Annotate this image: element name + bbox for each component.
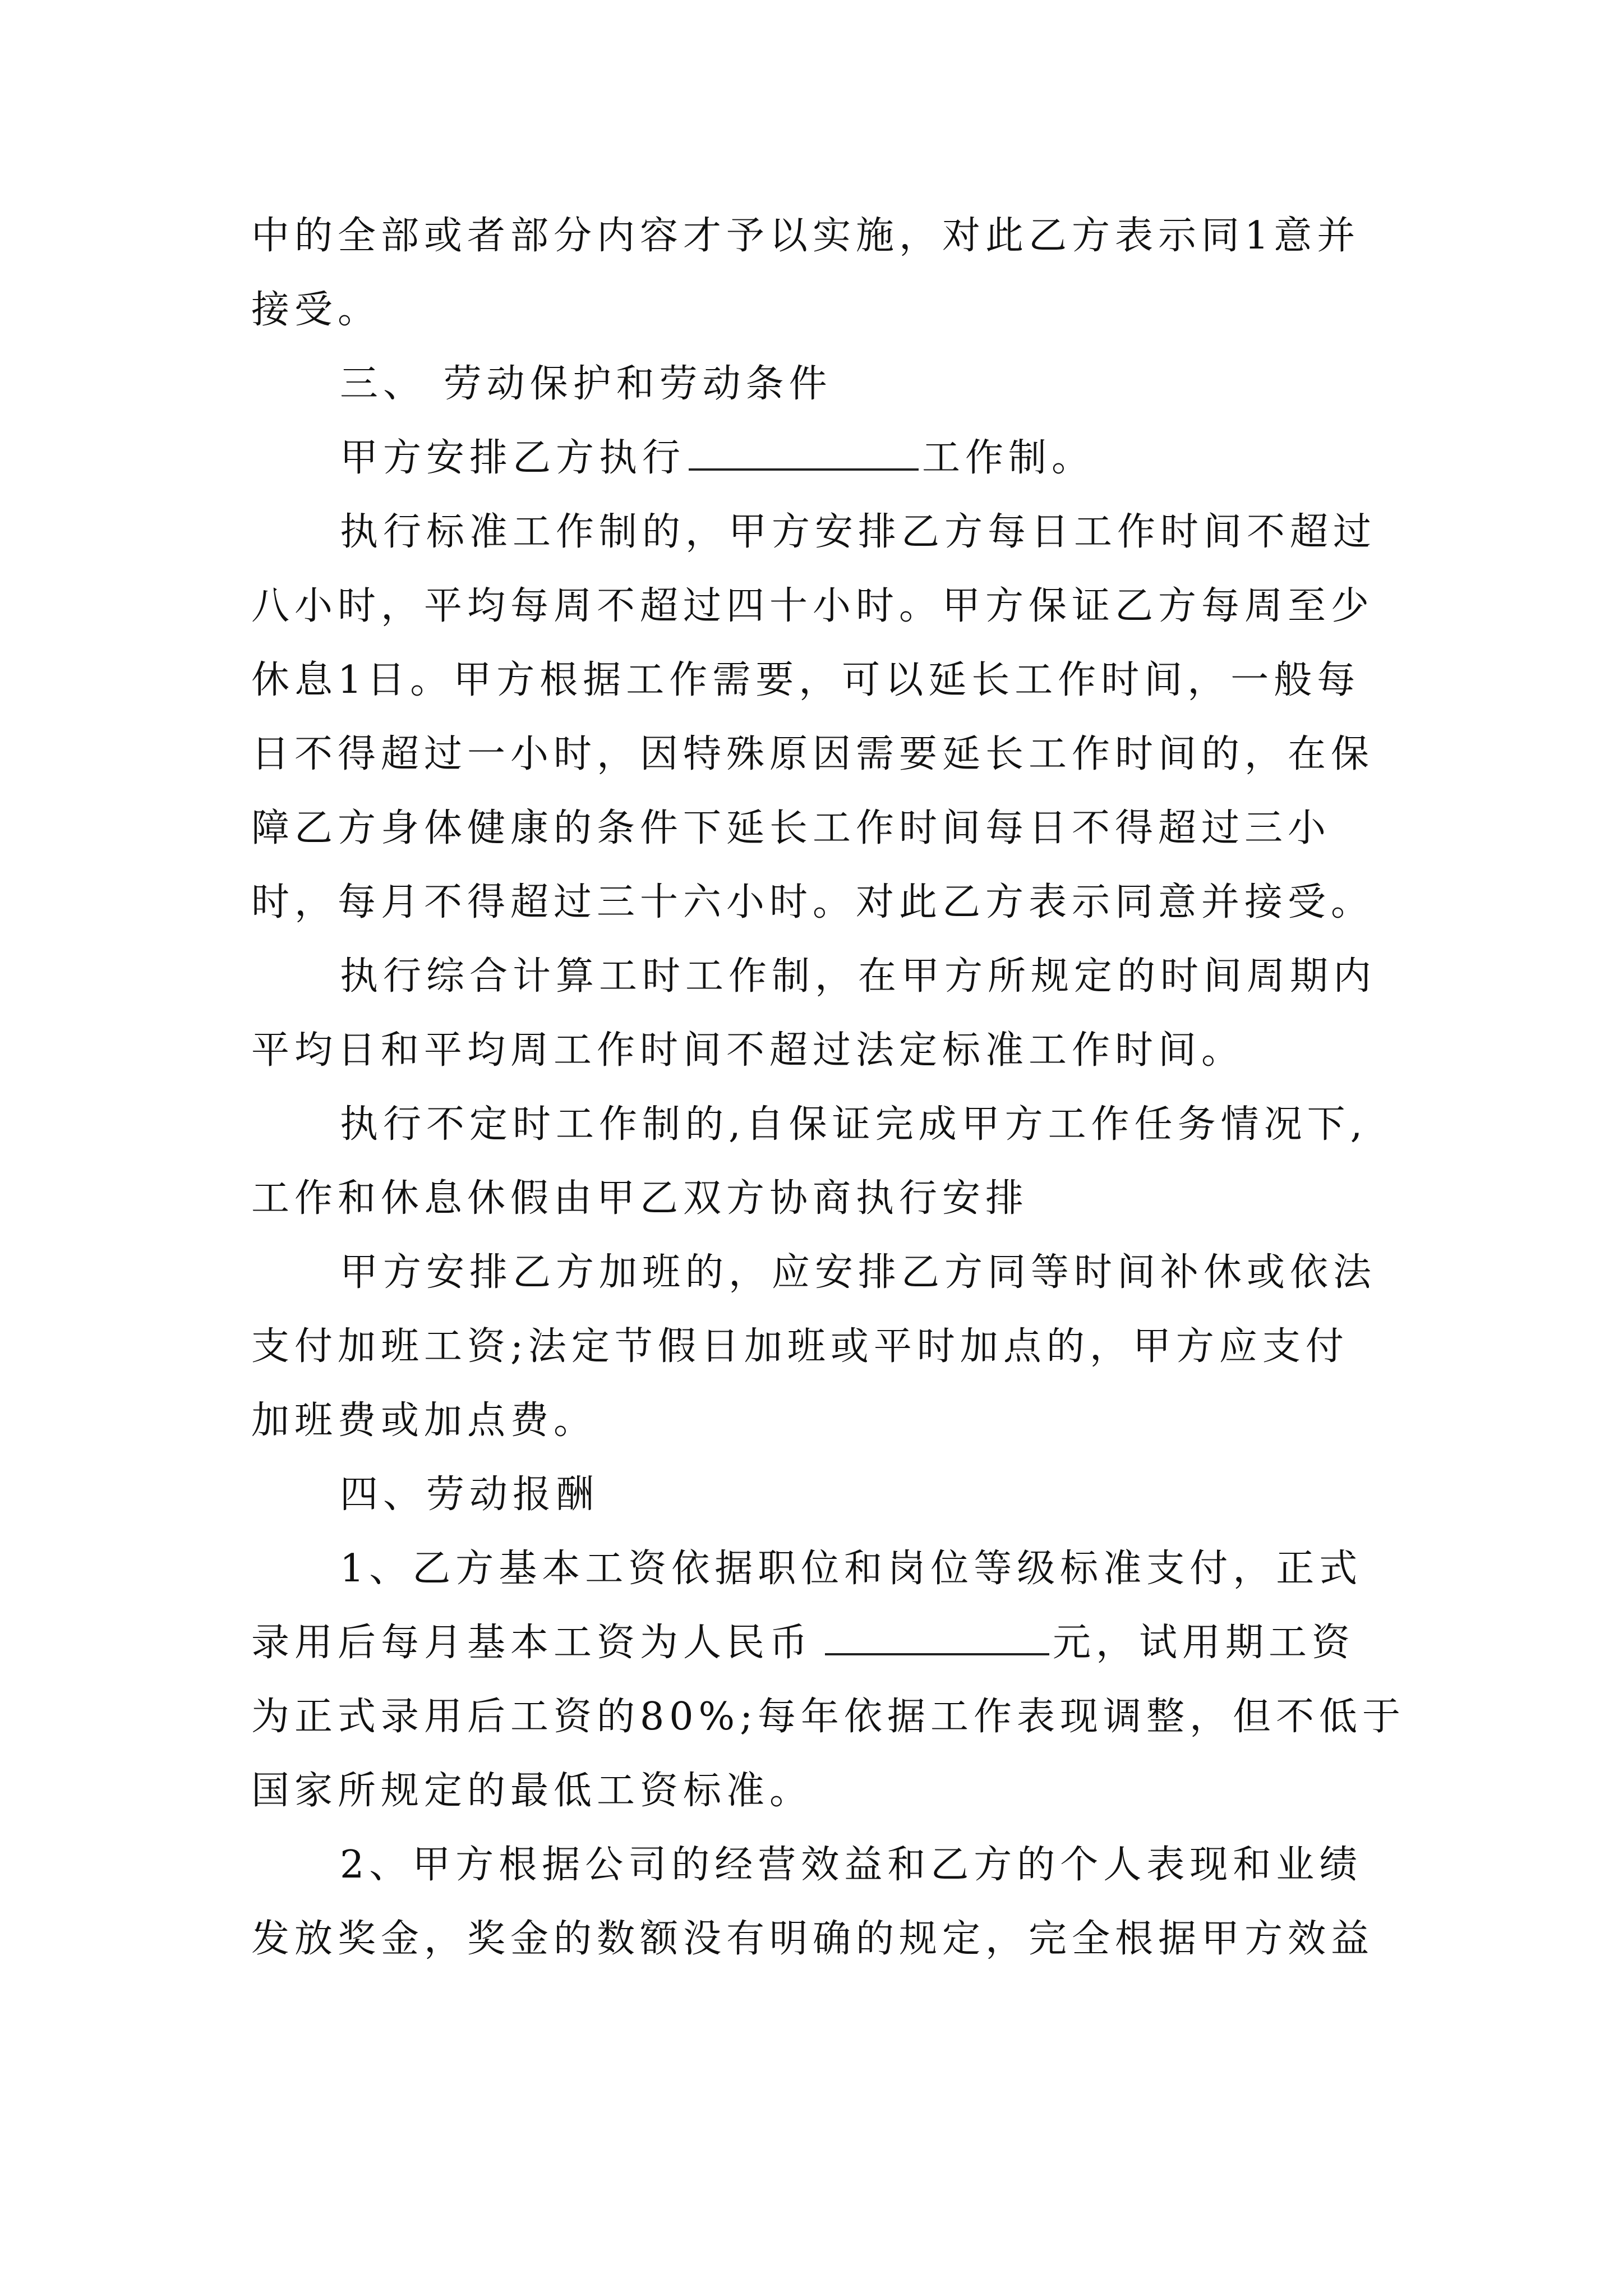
text-segment: 工作制。: [922, 436, 1095, 480]
text-segment: 元，试用期工资: [1053, 1621, 1355, 1665]
paragraph-line: 障乙方身体健康的条件下延长工作时间每日不得超过三小: [251, 806, 1331, 850]
paragraph-line: 日不得超过一小时，因特殊原因需要延长工作时间的，在保: [251, 732, 1375, 776]
paragraph-line: 八小时，平均每周不超过四十小时。甲方保证乙方每周至少: [251, 584, 1375, 628]
paragraph-line: 工作和休息休假由甲乙双方协商执行安排: [251, 1176, 1029, 1221]
paragraph-line: 2、甲方根据公司的经营效益和乙方的个人表现和业绩: [340, 1843, 1363, 1887]
text-segment: 录用后每月基本工资为人民币: [251, 1621, 813, 1665]
section-heading: 四、劳动报酬: [340, 1473, 600, 1517]
paragraph-line: 执行不定时工作制的,自保证完成甲方工作任务情况下,: [340, 1102, 1368, 1147]
paragraph-line: [251, 1606, 1384, 1680]
paragraph-line: 支付加班工资;法定节假日加班或平时加点的，甲方应支付: [251, 1324, 1349, 1369]
paragraph-line: [251, 421, 1384, 495]
text-segment: 甲方安排乙方执行: [340, 436, 686, 480]
paragraph-line: 为正式录用后工资的80%;每年依据工作表现调整，但不低于: [251, 1695, 1406, 1739]
paragraph-line: 发放奖金，奖金的数额没有明确的规定，完全根据甲方效益: [251, 1917, 1375, 1961]
paragraph-line: 接受。: [251, 288, 381, 332]
paragraph-line: 休息1日。甲方根据工作需要，可以延长工作时间，一般每: [251, 658, 1361, 702]
fill-in-blank: [689, 434, 919, 471]
contract-text: [251, 199, 1406, 1976]
paragraph-line: 甲方安排乙方加班的，应安排乙方同等时间补休或依法: [340, 1250, 1377, 1295]
paragraph-line: 加班费或加点费。: [251, 1398, 597, 1443]
paragraph-line: 中的全部或者部分内容才予以实施，对此乙方表示同1意并: [251, 214, 1361, 258]
paragraph-line: 执行综合计算工时工作制，在甲方所规定的时间周期内: [340, 954, 1377, 999]
paragraph-line: 时，每月不得超过三十六小时。对此乙方表示同意并接受。: [251, 880, 1375, 924]
paragraph-line: 1、乙方基本工资依据职位和岗位等级标准支付，正式: [340, 1547, 1363, 1591]
section-heading: 三、 劳动保护和劳动条件: [340, 362, 832, 406]
fill-in-blank: [825, 1618, 1049, 1655]
paragraph-line: 国家所规定的最低工资标准。: [251, 1769, 813, 1813]
paragraph-line: 执行标准工作制的，甲方安排乙方每日工作时间不超过: [340, 510, 1377, 554]
paragraph-line: 平均日和平均周工作时间不超过法定标准工作时间。: [251, 1028, 1245, 1073]
